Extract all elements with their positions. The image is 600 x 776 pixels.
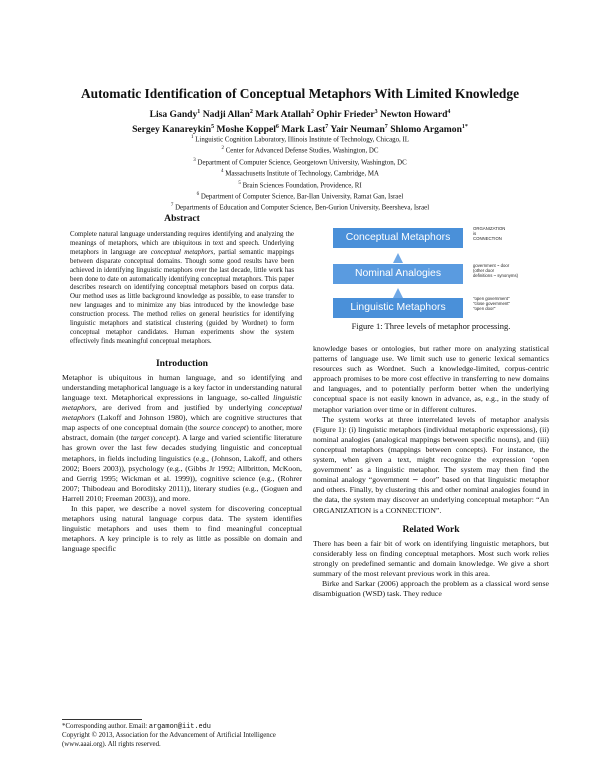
related-paragraph-1: There has been a fair bit of work on identifying linguistic metaphors, but considerably less on finding conceptual metaphors. Most such work relies strongly on predefined semantic and domain knowledge. We give a short summary of the most relevant previous work in this area. [313, 538, 549, 578]
intro-paragraph-2: In this paper, we describe a novel system for discovering conceptual metaphors using natural language corpus data. The system identifies linguistic metaphors and uses them to find meaningful conceptual metaphors. A key principle is to rely as little as possible on domain and language specific [62, 504, 302, 554]
note-nominal: government ~ door (other door definitions ~ synonyms) [473, 263, 519, 279]
author-name: Moshe Koppel$^6$ [216, 124, 279, 136]
abstract-heading: Abstract [164, 213, 200, 224]
affiliations [40, 133, 560, 213]
author-affiliation-mark: 6 [275, 124, 279, 131]
author-name: Sergey Kanareykin$^5$ [132, 124, 215, 136]
right-paragraph-1: knowledge bases or ontologies, but rather more on analyzing statistical patterns of language use. We limit such use to generic lexical semantics resources such as Wordnet. Such a knowledge-limited, corpus-centric approach promises to be more cost effective in transferring to new domains and languages, and to potentially perform better when the underlying conceptual space is not easily known in advance, as, e.g., in the study of metaphor variation over time or in different cultures. [313, 344, 549, 414]
author-name: Nadji Allan$^2$ [202, 109, 253, 121]
affiliation-line: $^1$ Linguistic Cognition Laboratory, Illinois Institute of Technology, Chicago, IL [190, 135, 409, 144]
author-name: Yair Neuman$^7$ [330, 124, 388, 136]
footnote-rule [62, 719, 142, 720]
author-name: Newton Howard$^4$ [380, 109, 451, 121]
nominal-analogies-box: Nominal Analogies [333, 264, 463, 284]
abstract-body: Complete natural language understanding requires identifying and analyzing the meanings of metaphors, which are ubiquitous in text and speech. Underlying metaphors in language are conceptual metaphors, partial semantic mappings between disparate conceptual domains. Though some good results have been achieved in identifying linguistic metaphors over the last decade, little work has been done to date on automatically identifying conceptual metaphors. This paper describes research on identifying conceptual metaphors based on corpus data. Our method uses as little background knowledge as possible, to ease transfer to new languages and to minimize any bias introduced by the knowledge base construction process. The method relies on general heuristics for identifying linguistic metaphors and statistical clustering (guided by Wordnet) to form conceptual metaphor candidates. Human experiments show the system effectively finds meaningful conceptual metaphors. [70, 231, 294, 345]
author-list [40, 106, 560, 136]
author-affiliation-mark: 3 [374, 109, 378, 115]
affiliation-line: $^7$ Departments of Education and Computer Science, Ben-Gurion University, Beersheva, Israel [170, 203, 430, 212]
figure-1 [313, 212, 549, 332]
arrow-up-icon [393, 253, 403, 263]
author-affiliation-mark: 4 [447, 109, 451, 115]
author-email-link[interactable]: argamon@iit.edu [148, 723, 211, 731]
author-name: Mark Last$^7$ [281, 124, 329, 136]
note-linguistic: "open government" "close government" "open door" [473, 296, 510, 312]
right-paragraph-2: The system works at three interrelated levels of metaphor analysis (Figure 1): (i) linguistic metaphors (individual metaphoric expressions), (ii) nominal analogies (analogical mappings between specific nouns), and (iii) conceptual metaphors (mappings between concepts). For instance, the system, when given a text, might recognize the expression ‘open government’ as a linguistic metaphor. The system may then find the nominal analogy “government ∼ door” based on that linguistic metaphor and others. Finally, by clustering this and other nominal analogies found in the data, the system may discover an underlying conceptual metaphor: “An ORGANIZATION is a CONNECTION”. [313, 414, 549, 515]
related-work-heading: Related Work [402, 523, 460, 535]
author-name: Lisa Gandy$^1$ [149, 109, 201, 121]
arrow-up-icon [393, 288, 403, 298]
affiliation-line: $^6$ Department of Computer Science, Bar-Ilan University, Ramat Gan, Israel [196, 191, 404, 201]
affiliation-line: $^2$ Center for Advanced Defense Studies, Washington, DC [221, 146, 379, 155]
linguistic-metaphors-box: Linguistic Metaphors [333, 298, 463, 318]
introduction-heading: Introduction [155, 357, 209, 369]
footnote [62, 719, 302, 749]
introduction-body [62, 373, 302, 555]
paper-title: Automatic Identification of Conceptual Metaphors With Limited Knowledge [80, 86, 520, 101]
affiliation-line: $^3$ Department of Computer Science, Georgetown University, Washington, DC [193, 157, 407, 167]
author-affiliation-mark: 2 [249, 109, 253, 115]
author-affiliation-mark: 7 [325, 124, 329, 131]
figure-caption: Figure 1: Three levels of metaphor processing. [351, 321, 511, 331]
right-column [313, 344, 549, 599]
note-conceptual: ORGANIZATION is CONNECTION [473, 226, 506, 242]
affiliation-line: $^4$ Massachusetts Institute of Technology, Cambridge, MA [221, 169, 379, 178]
related-paragraph-2: Birke and Sarkar (2006) approach the problem as a classical word sense disambiguation (WSD) task. They reduce [313, 578, 549, 599]
author-affiliation-mark: 2 [311, 109, 314, 115]
author-name: Shlomo Argamon$^{1*}$ [390, 124, 468, 136]
author-affiliation-mark: 1 [197, 109, 201, 115]
author-affiliation-mark: 1* [461, 124, 468, 131]
intro-paragraph-1: Metaphor is ubiquitous in human language, and so identifying and understanding metaphorical language is a key factor in understanding natural language text. Metaphorical expressions in language, so-called linguistic metaphors, are derived from and justified by underlying conceptual metaphors (Lakoff and Johnson 1980), which are cognitive structures that map aspects of one conceptual domain (the source concept) to another, more abstract, domain (the target concept). A large and varied scientific literature has grown over the last few decades studying linguistic and conceptual metaphors, in fields including linguistics (e.g., (Johnson, Lakoff, and others 2002; Boers 2003)), psychology (e.g., (Gibbs Jr 1992; Allbritton, McKoon, and Gerrig 1995; Wickman et al. 1999)), cognitive science (e.g., (Rohrer 2007; Thibodeau and Boroditsky 2011)), literary studies (e.g., (Goguen and Harrell 2010; Freeman 2003)), and more. [62, 372, 303, 503]
conceptual-metaphors-box: Conceptual Metaphors [333, 228, 463, 248]
left-column [62, 212, 302, 554]
author-name: Ophir Frieder$^3$ [316, 109, 378, 121]
author-affiliation-mark: 7 [384, 124, 388, 131]
author-line-1 [40, 106, 560, 121]
affiliation-line: $^5$ Brain Sciences Foundation, Providence, RI [238, 180, 362, 189]
copyright-note: Copyright © 2013, Association for the Advancement of Artificial Intelligence (www.aaai.org). All rights reserved. [62, 731, 276, 748]
corresponding-author-note: *Corresponding author. Email: argamon@iit.edu [62, 723, 211, 731]
author-affiliation-mark: 5 [211, 124, 215, 131]
author-name: Mark Atallah$^2$ [255, 109, 314, 121]
